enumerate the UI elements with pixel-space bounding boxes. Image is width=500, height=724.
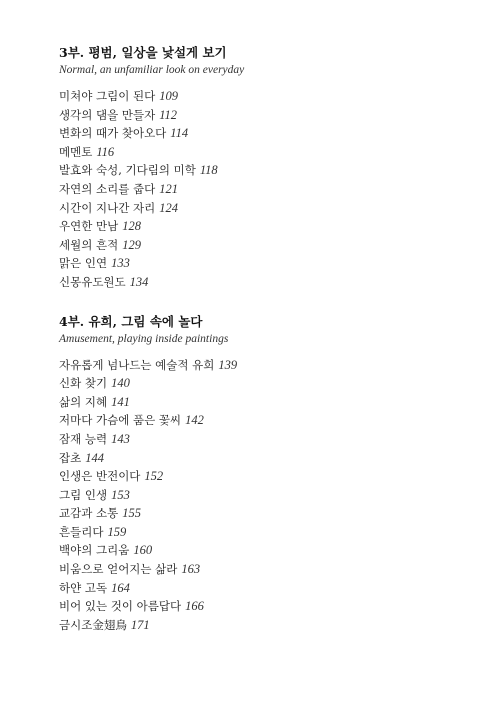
toc-entry	[59, 579, 459, 598]
entry-page-number: 134	[129, 274, 149, 289]
toc-entry	[59, 106, 459, 125]
entry-page-number: 121	[159, 181, 178, 196]
toc-entry	[59, 199, 459, 218]
entry-title: 비어 있는 것이 아름답다	[59, 599, 182, 614]
entry-title: 시간이 지나간 자리	[59, 200, 156, 215]
entry-title: 비움으로 얻어지는 삶라	[59, 562, 178, 577]
entry-title: 흔들리다	[59, 524, 104, 539]
toc-entry	[59, 504, 459, 523]
toc-entry	[59, 560, 459, 579]
entry-title: 발효와 숙성, 기다림의 미학	[59, 163, 196, 178]
toc-entry	[59, 486, 459, 505]
table-of-contents	[59, 44, 459, 655]
entry-page-number: 109	[159, 89, 178, 103]
entry-title: 금시조金翅鳥	[59, 617, 127, 632]
toc-entry	[59, 273, 459, 292]
toc-entry	[59, 411, 459, 430]
entry-page-number: 140	[111, 376, 130, 391]
part-subtitle: Normal, an unfamiliar look on everyday	[59, 64, 245, 76]
entry-page-number: 124	[159, 200, 178, 215]
entry-title: 그림 인생	[59, 487, 108, 502]
toc-entry	[59, 449, 459, 468]
entry-page-number: 112	[159, 107, 178, 122]
toc-entry	[59, 616, 459, 635]
toc-entry	[59, 541, 459, 560]
part-title: 4부. 유희, 그림 속에 놀다	[59, 313, 203, 329]
entry-title: 신화 찾기	[59, 376, 108, 391]
entry-page-number: 116	[96, 144, 115, 159]
entry-page-number: 128	[122, 219, 141, 234]
entry-title: 하얀 고독	[59, 580, 108, 595]
toc-entry	[59, 161, 459, 180]
entry-title: 미쳐야 그림이 된다	[59, 89, 156, 103]
entry-page-number: 159	[107, 524, 127, 539]
toc-list	[59, 87, 459, 292]
entry-title: 인생은 반전이다	[59, 469, 141, 484]
toc-entry	[59, 254, 459, 273]
entry-title: 맑은 인연	[59, 256, 108, 271]
entry-page-number: 164	[111, 580, 130, 595]
entry-page-number: 155	[122, 506, 141, 521]
entry-page-number: 152	[144, 469, 164, 484]
entry-title: 저마다 가슴에 품은 꽃씨	[59, 413, 182, 428]
entry-title: 메멘토	[59, 144, 93, 159]
entry-page-number: 160	[133, 543, 153, 558]
entry-title: 삶의 지혜	[59, 394, 108, 409]
entry-page-number: 141	[111, 394, 130, 409]
toc-entry	[59, 124, 459, 143]
entry-title: 자유롭게 넘나드는 예술적 유희	[59, 357, 215, 372]
entry-page-number: 153	[111, 487, 130, 502]
section-part-3	[59, 44, 459, 292]
entry-title: 잠재 능력	[59, 431, 108, 446]
toc-entry	[59, 180, 459, 199]
toc-entry	[59, 143, 459, 162]
entry-page-number: 118	[199, 163, 218, 178]
toc-entry	[59, 523, 459, 542]
entry-title: 우연한 만남	[59, 219, 119, 234]
entry-page-number: 144	[85, 450, 104, 465]
entry-page-number: 163	[181, 562, 201, 577]
entry-title: 교감과 소통	[59, 506, 119, 521]
toc-list	[59, 356, 459, 635]
toc-entry	[59, 430, 459, 449]
toc-entry	[59, 217, 459, 236]
entry-page-number: 139	[218, 357, 238, 372]
section-part-4	[59, 313, 459, 635]
part-title: 3부. 평범, 일상을 낯설게 보기	[59, 45, 227, 60]
entry-title: 변화의 때가 찾아오다	[59, 126, 167, 141]
toc-entry	[59, 236, 459, 255]
toc-entry	[59, 374, 459, 393]
toc-entry	[59, 393, 459, 412]
entry-title: 백야의 그리움	[59, 543, 130, 558]
entry-page-number: 129	[122, 237, 141, 252]
toc-entry	[59, 356, 459, 375]
entry-page-number: 142	[185, 413, 204, 428]
entry-title: 잡초	[59, 450, 82, 465]
entry-title: 세월의 흔적	[59, 237, 119, 252]
entry-page-number: 114	[170, 126, 189, 141]
entry-title: 신몽유도원도	[59, 274, 126, 289]
entry-page-number: 166	[185, 599, 204, 614]
part-subtitle: Amusement, playing inside paintings	[59, 332, 229, 345]
entry-title: 자연의 소리를 줍다	[59, 181, 156, 196]
toc-entry	[59, 597, 459, 616]
entry-page-number: 171	[130, 617, 150, 632]
entry-page-number: 143	[111, 431, 130, 446]
entry-title: 생각의 댐을 만들자	[59, 107, 156, 122]
toc-entry	[59, 467, 459, 486]
toc-entry	[59, 87, 459, 106]
entry-page-number: 133	[111, 256, 130, 271]
